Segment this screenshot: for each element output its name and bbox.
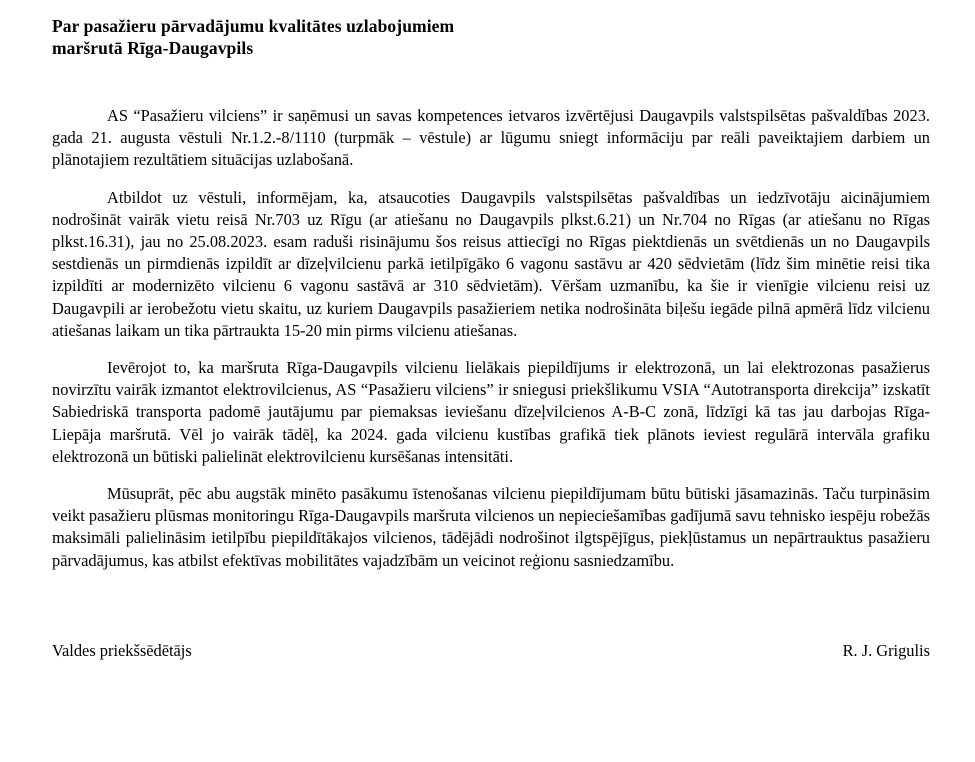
title-line-2: maršrutā Rīga-Daugavpils xyxy=(52,38,254,58)
document-title xyxy=(52,15,930,59)
paragraph-3: Ievērojot to, ka maršruta Rīga-Daugavpils vilcienu lielākais piepildījums ir elektrozonā, un lai elektrozonas pasažierus novirzītu vairāk izmantot elektrovilcienus, AS “Pasažieru vilciens” ir sniegusi priekšlikumu VSIA “Autotransporta direkcija” izskatīt Sabiedriskā transporta padomē jautājumu par piemaksas ieviešanu dīzeļvilcienos A-B-C zonā, līdzīgi kā tas jau darbojas Rīga-Liepāja maršrutā. Vēl jo vairāk tādēļ, ka 2024. gada vilcienu kustības grafikā tiek plānots ieviest regulārā intervāla grafiku elektrozonā un būtiski palielināt elektrovilcienu kursēšanas intensitāti. xyxy=(52,358,930,466)
title-line-1: Par pasažieru pārvadājumu kvalitātes uzlabojumiem xyxy=(52,16,455,36)
signature-role: Valdes priekšsēdētājs xyxy=(52,640,192,660)
signature-name: R. J. Grigulis xyxy=(842,640,930,660)
paragraph-1: AS “Pasažieru vilciens” ir saņēmusi un savas kompetences ietvaros izvērtējusi Daugavpils valstspilsētas pašvaldības 2023. gada 21. augusta vēstuli Nr.1.2.-8/1110 (turpmāk – vēstule) ar lūgumu sniegt informāciju par reāli paveiktajiem darbiem un plānotajiem rezultātiem situācijas uzlabošanā. xyxy=(52,106,930,170)
letter-body xyxy=(52,105,930,572)
signature-block xyxy=(52,640,930,662)
paragraph-2: Atbildot uz vēstuli, informējam, ka, atsaucoties Daugavpils valstspilsētas pašvaldības un iedzīvotāju aicinājumiem nodrošināt vairāk vietu reisā Nr.703 uz Rīgu (ar atiešanu no Daugavpils plkst.6.21) un Nr.704 no Rīgas (ar atiešanu no Rīgas plkst.16.31), jau no 25.08.2023. esam raduši risinājumu šos reisus attiecīgi no Rīgas piektdienās un svētdienās un no Daugavpils sestdienās un pirmdienās izpildīt ar dīzeļvilcienu parkā ietilpīgāko 6 vagonu sastāvu ar 420 sēdvietām (līdz šim minētie reisi tika izpildīti ar modernizēto vilcienu 6 vagonu sastāvā ar 310 sēdvietām). Vēršam uzmanību, ka šie ir vienīgie vilcienu reisi uz Daugavpili ar ierobežotu vietu skaitu, uz kuriem Daugavpils pasažieriem netika nodrošināta biļešu iegāde pilnā apmērā līdz vilcienu atiešanas laikam un tika pārtraukta 15-20 min pirms vilcienu atiešanas. xyxy=(52,187,930,340)
paragraph-4: Mūsuprāt, pēc abu augstāk minēto pasākumu īstenošanas vilcienu piepildījumam būtu būtiski jāsamazinās. Taču turpināsim veikt pasažieru plūsmas monitoringu Rīga-Daugavpils maršruta vilcienos un nepieciešamības gadījumā savu tehnisko iespēju robežās maksimāli palielināsim ietilpību piepildītākajos vilcienos, tādējādi nodrošinot ilgtspējīgus, piekļūstamus un nepārtrauktus pasažieru pārvadājumus, kas atbilst efektīvas mobilitātes vajadzībām un veicinot reģionu sasniedzamību. xyxy=(52,484,930,570)
